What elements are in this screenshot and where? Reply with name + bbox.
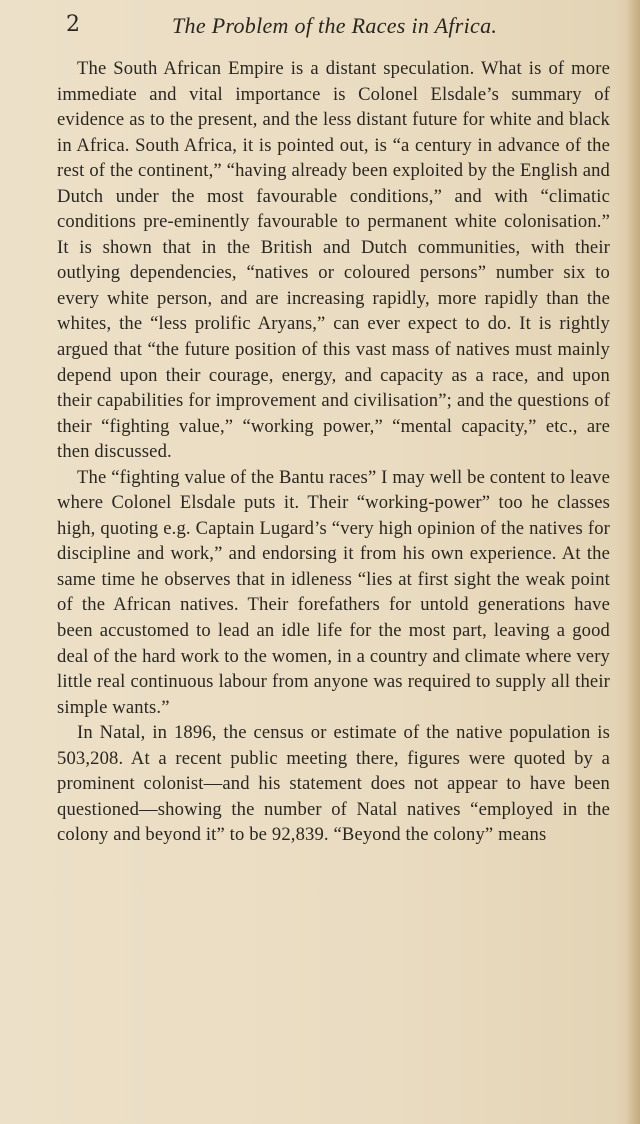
running-title: The Problem of the Races in Africa.	[172, 13, 498, 38]
body-text	[57, 56, 610, 848]
paragraph-3: In Natal, in 1896, the census or estimate of the native population is 503,208. At a recent public meeting there, figures were quoted by a prominent colonist—and his statement does not appear to have been questioned—showing the number of Natal natives “employed in the colony and beyond it” to be 92,839. “Beyond the colony” means	[57, 722, 610, 846]
paragraph-1: The South African Empire is a distant speculation. What is of more immediate and vital importance is Colonel Elsdale’s summary of evidence as to the present, and the less distant future for white and black in Africa. South Africa, it is pointed out, is “a century in advance of the rest of the continent,” “having already been exploited by the English and Dutch under the most favourable conditions,” and with “climatic conditions pre-eminently favourable to permanent white colonisation.” It is shown that in the British and Dutch communities, with their outlying dependencies, “natives or coloured persons” number six to every white person, and are increasing rapidly, more rapidly than the whites, the “less prolific Aryans,” can ever expect to do. It is rightly argued that “the future position of this vast mass of natives must mainly depend upon their courage, energy, and capacity as a race, and upon their capabilities for improvement and civilisation”; and the questions of their “fighting value,” “working power,” “mental capacity,” etc., are then discussed.	[57, 58, 610, 463]
page-header	[0, 10, 640, 44]
page-edge-shadow	[626, 0, 640, 1124]
paragraph-2: The “fighting value of the Bantu races” I may well be content to leave where Colonel Elsdale puts it. Their “working-power” too he classes high, quoting e.g. Captain Lugard’s “very high opinion of the natives for discipline and work,” and endorsing it from his own experience. At the same time he observes that in idleness “lies at first sight the weak point of the African natives. Their forefathers for untold generations have been accustomed to lead an idle life for the most part, leaving a good deal of the hard work to the women, in a country and climate where very little real continuous labour from anyone was required to supply all their simple wants.”	[57, 466, 610, 718]
page-number: 2	[66, 12, 80, 37]
